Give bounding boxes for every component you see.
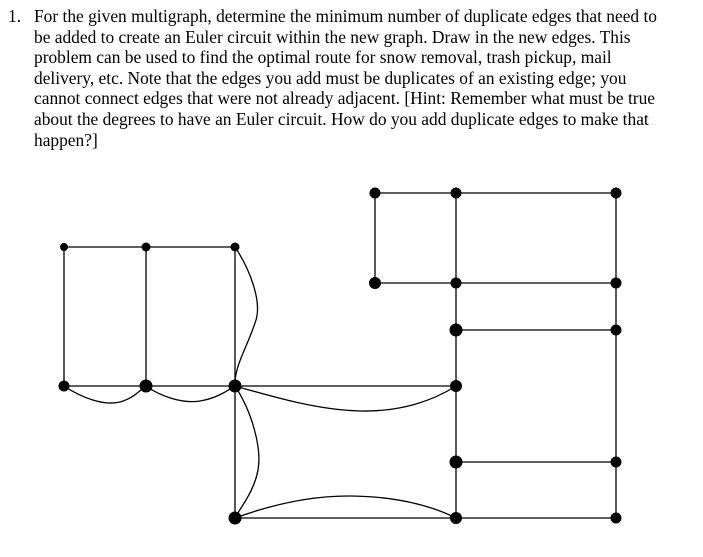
- graph-vertex: [450, 456, 463, 469]
- graph-vertex: [59, 381, 70, 392]
- graph-vertex: [229, 380, 242, 393]
- graph-vertex: [450, 324, 463, 337]
- graph-vertex: [450, 380, 462, 392]
- graph-vertex: [451, 278, 462, 289]
- graph-vertices: [59, 188, 622, 525]
- graph-vertex: [611, 188, 622, 199]
- problem-line: problem can be used to find the optimal route for snow removal, trash pickup, mail: [34, 47, 612, 68]
- graph-vertex: [369, 277, 381, 289]
- graph-vertex: [611, 325, 622, 336]
- problem-number: 1.: [8, 6, 22, 26]
- graph-vertex: [142, 243, 151, 252]
- problem-line: about the degrees to have an Euler circuit. How do you add duplicate edges to make that: [34, 108, 649, 129]
- graph-vertex: [611, 278, 622, 289]
- graph-edge-curved: [235, 496, 456, 518]
- graph-vertex: [60, 243, 68, 251]
- graph-vertex: [140, 380, 153, 393]
- graph-edge-curved: [146, 386, 235, 402]
- graph-vertex: [611, 513, 622, 524]
- graph-vertex: [370, 188, 381, 199]
- graph-vertex: [451, 188, 462, 199]
- problem-line: happen?]: [34, 129, 98, 150]
- problem-line: delivery, etc. Note that the edges you add must be duplicates of an existing edge; you: [34, 67, 627, 88]
- graph-vertex: [229, 512, 242, 525]
- graph-edges: [64, 193, 616, 518]
- problem-line: For the given multigraph, determine the minimum number of duplicate edges that need to: [34, 6, 658, 26]
- graph-vertex: [231, 243, 240, 252]
- graph-edge-curved: [235, 386, 456, 411]
- graph-vertex: [611, 457, 622, 468]
- graph-edge-curved: [235, 386, 259, 518]
- graph-edge-curved: [64, 386, 146, 403]
- problem-line: cannot connect edges that were not already adjacent. [Hint: Remember what must be true: [34, 88, 655, 109]
- graph-vertex: [450, 512, 462, 524]
- problem-line: be added to create an Euler circuit within the new graph. Draw in the new edges. This: [34, 26, 631, 47]
- graph-edge-curved: [235, 247, 258, 386]
